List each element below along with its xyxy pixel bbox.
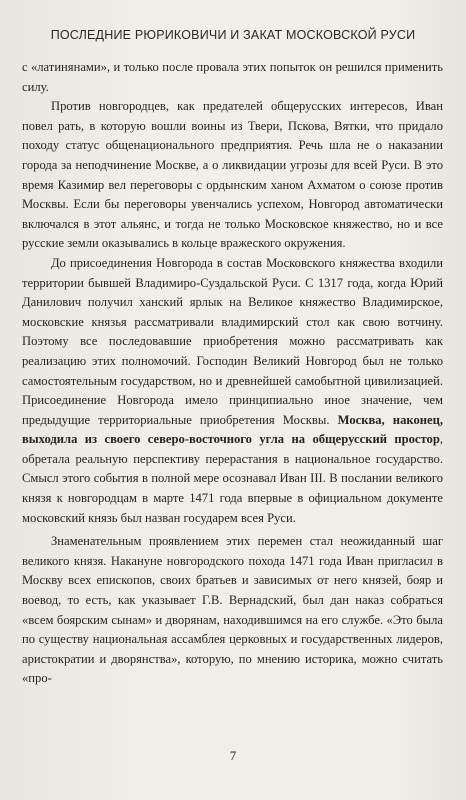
paragraph-3 [22, 254, 443, 528]
paragraph-2: Против новгородцев, как предателей общерусских интересов, Иван повел рать, в которую вошли воины из Твери, Пскова, Вятки, что придало походу статус общенационального предприятия. Речь шла не о наказании города за неподчинение Москве, а о ликвидации угрозы для всей Руси. В это время Казимир вел переговоры с ордынским ханом Ахматом о союзе против Москвы. Если бы переговоры увенчались успехом, Новгород автоматически включался в этот альянс, и тогда не только Московское княжество, но и все русские земли оказывались в кольце вражеского окружения. [22, 99, 443, 251]
body-text [22, 58, 443, 689]
paragraph-3-start: До присоединения Новгорода в состав Московского княжества входили территории бывшей Владимиро-Суздальской Руси. С 1317 года, когда Юрий Данилович получил ханский ярлык на Великое княжество Владимирское, московские князья рассматривали владимирский стол как свою вотчину. Поэтому все последовавшие приобретения можно рассматривать как реализацию этих полномочий. Господин Великий Новгород был не только самостоятельным государством, но и древнейшей самобытной цивилизацией. Присоединение Новгорода имело принципиально иное значение, чем предыдущие территориальные приобретения Москвы. [22, 255, 443, 427]
running-header: ПОСЛЕДНИЕ РЮРИКОВИЧИ И ЗАКАТ МОСКОВСКОЙ РУСИ [50, 28, 416, 42]
paragraph-1: с «латинянами», и только после провала этих попыток он решился применить силу. [22, 60, 443, 94]
page-number: 7 [229, 748, 237, 763]
paragraph-4: Знаменательным проявлением этих перемен стал неожиданный шаг великого князя. Накануне новгородского похода 1471 года Иван пригласил в Москву всех епископов, своих братьев и зависимых от него князей, бояр и воевод, то есть, как указывает Г.В. Вернадский, был дан наказ собраться «всем боярским сынам» и дворянам, находившимся на его службе. «Это была по существу национальная ассамблея церковных и государственных лидеров, аристократии и дворянства», которую, по мнению историка, можно считать «про- [22, 534, 443, 686]
bold-emphasis: Москва, наконец, выходила из своего северо-восточного угла на общерусский простор [22, 412, 443, 447]
paragraph-3-end: , обретала реальную перспективу перерастания в национальное государство. Смысл этого события в полной мере осознавал Иван III. В послании великого князя к новгородцам в марте 1471 года впервые в официальном документе московский князь был назван государем всея Руси. [22, 432, 443, 525]
